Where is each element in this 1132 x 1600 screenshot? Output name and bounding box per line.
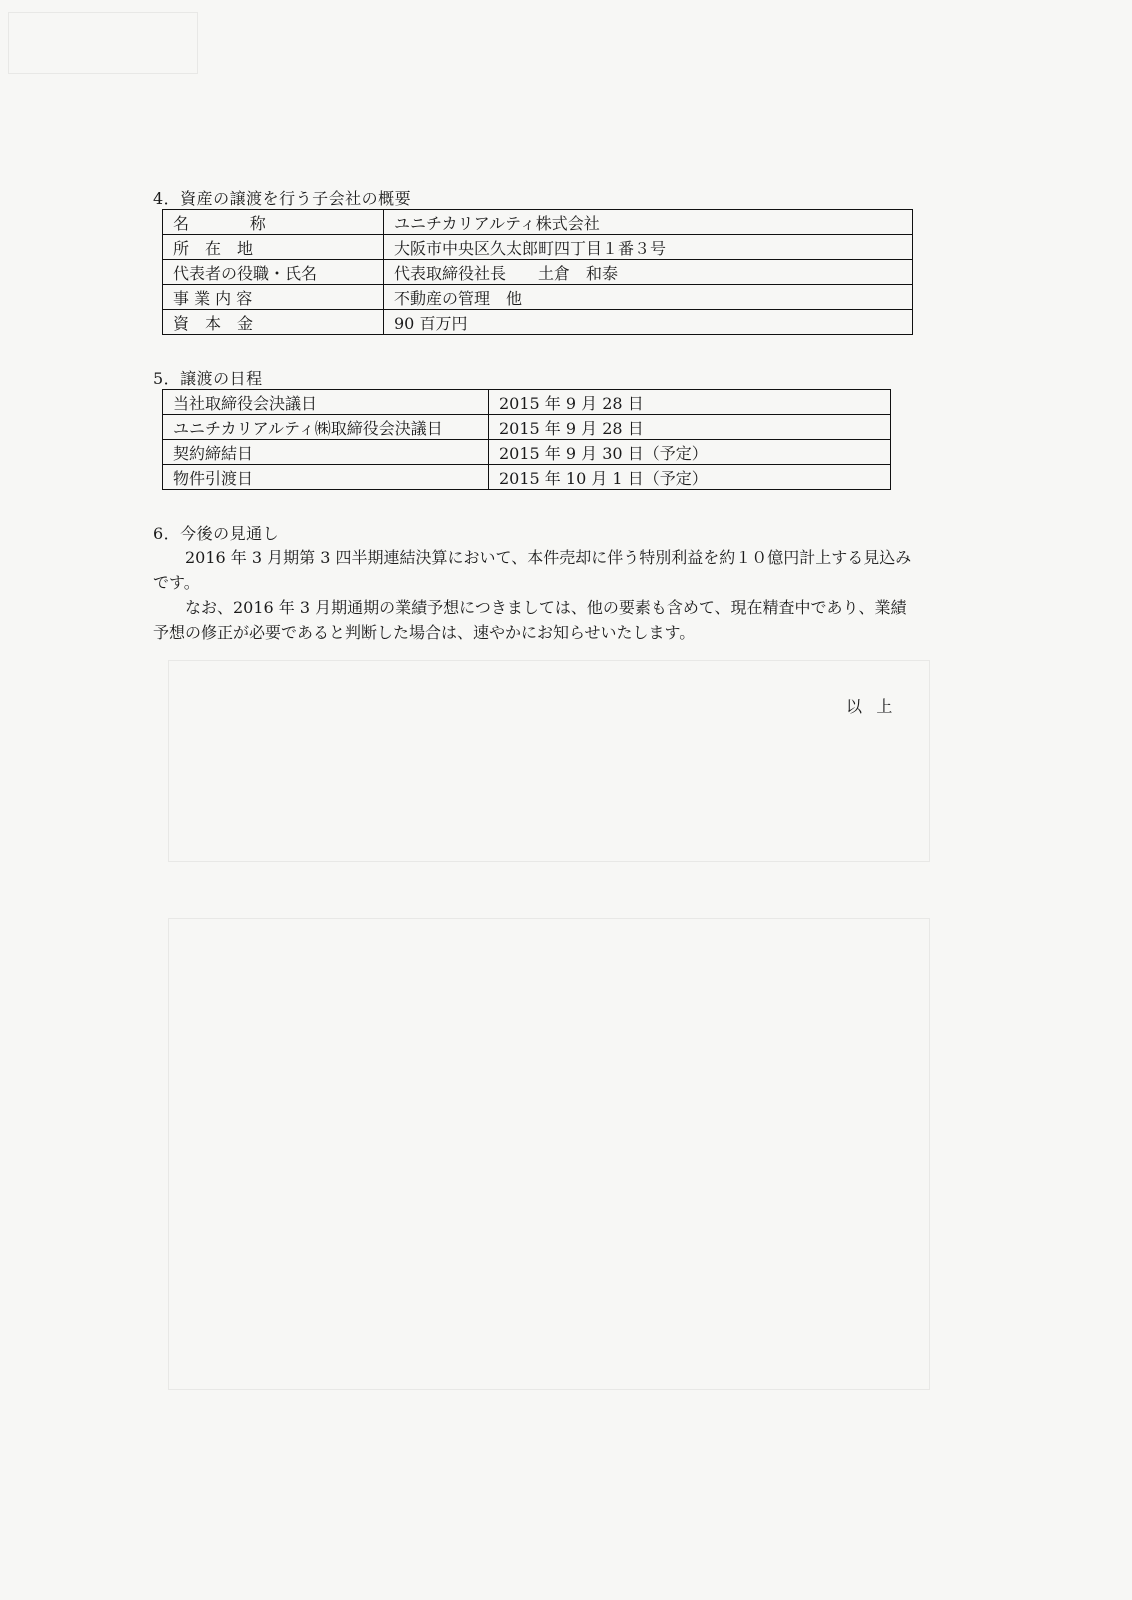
table-value-cell: 代表取締役社長 土倉 和泰 xyxy=(384,260,913,285)
outlook-paragraph-2: なお、2016 年 3 月期通期の業績予想につきましては、他の要素も含めて、現在精査中であり、業績予想の修正が必要であると判断した場合は、速やかにお知らせいたします。 xyxy=(153,598,907,642)
table-label-cell: 名 称 xyxy=(163,210,384,235)
table-value-cell: 2015 年 10 月 1 日（予定） xyxy=(489,465,891,490)
table-label-cell: ユニチカリアルティ㈱取締役会決議日 xyxy=(163,415,489,440)
section-6-heading: 6．今後の見通し xyxy=(153,524,280,543)
table-label-cell: 資 本 金 xyxy=(163,310,384,335)
table-label-cell: 事 業 内 容 xyxy=(163,285,384,310)
table-value-cell: 2015 年 9 月 30 日（予定） xyxy=(489,440,891,465)
table-label-cell: 物件引渡日 xyxy=(163,465,489,490)
table-value-cell: 2015 年 9 月 28 日 xyxy=(489,415,891,440)
table-label-cell: 代表者の役職・氏名 xyxy=(163,260,384,285)
table-row xyxy=(163,210,913,235)
table-value-cell: 2015 年 9 月 28 日 xyxy=(489,390,891,415)
table-row xyxy=(163,260,913,285)
table-row xyxy=(163,390,891,415)
section-5-heading: 5．譲渡の日程 xyxy=(153,369,263,388)
table-row xyxy=(163,440,891,465)
table-row xyxy=(163,310,913,335)
table-row xyxy=(163,465,891,490)
table-value-cell: 大阪市中央区久太郎町四丁目１番３号 xyxy=(384,235,913,260)
bleed-through-table xyxy=(168,660,930,862)
bleed-through-table xyxy=(168,918,930,1390)
table-row xyxy=(163,415,891,440)
transfer-schedule-table xyxy=(162,389,891,490)
section-4-heading: 4．資産の譲渡を行う子会社の概要 xyxy=(153,189,412,208)
table-row xyxy=(163,235,913,260)
outlook-paragraph-1: 2016 年 3 月期第 3 四半期連結決算において、本件売却に伴う特別利益を約１０億円計上する見込みです。 xyxy=(153,548,912,592)
table-label-cell: 当社取締役会決議日 xyxy=(163,390,489,415)
closing-mark: 以上 xyxy=(846,697,907,716)
table-value-cell: 90 百万円 xyxy=(384,310,913,335)
table-label-cell: 契約締結日 xyxy=(163,440,489,465)
table-label-cell: 所 在 地 xyxy=(163,235,384,260)
subsidiary-overview-table xyxy=(162,209,913,335)
table-value-cell: 不動産の管理 他 xyxy=(384,285,913,310)
table-value-cell: ユニチカリアルティ株式会社 xyxy=(384,210,913,235)
table-row xyxy=(163,285,913,310)
bleed-through-box xyxy=(8,12,198,74)
